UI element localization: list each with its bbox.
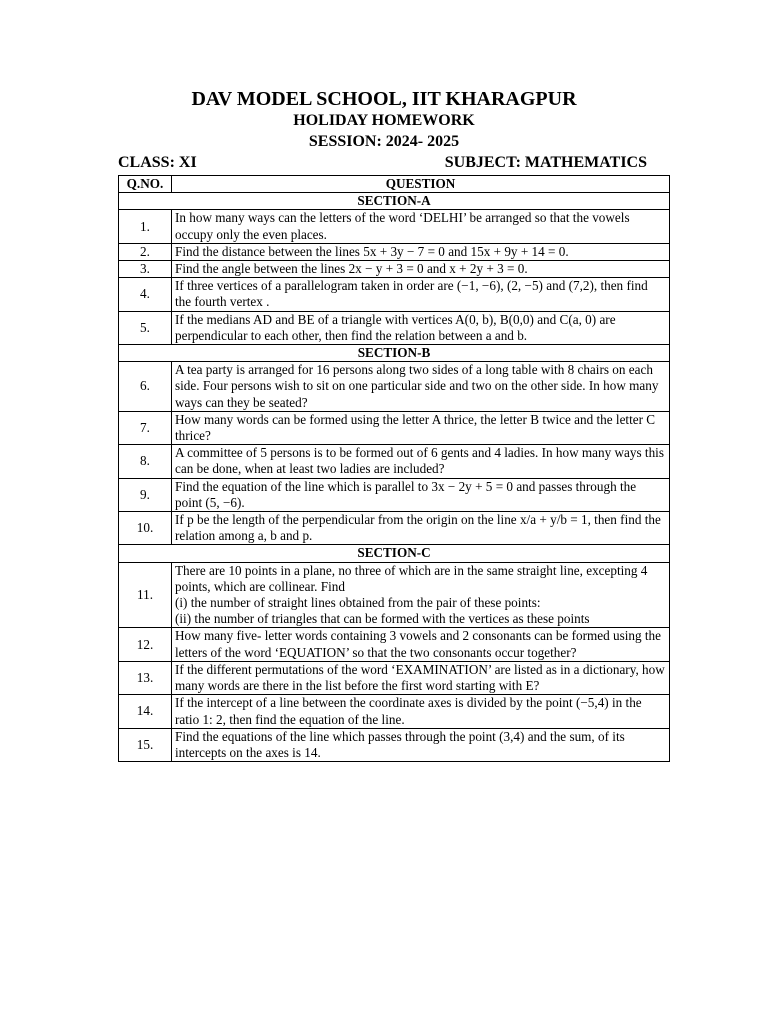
question-number: 1. [119,210,172,243]
question-text: Find the distance between the lines 5x + 3y − 7 = 0 and 15x + 9y + 14 = 0. [175,243,569,259]
table-row [119,661,670,694]
section-row [119,545,670,562]
question-text: A committee of 5 persons is to be formed out of 6 gents and 4 ladies. In how many ways this can be done, when at least two ladies are included? [175,445,664,477]
table-row [119,243,670,260]
question-number: 7. [119,411,172,444]
question-number: 13. [119,661,172,694]
section-heading: SECTION-A [119,193,670,210]
section-row [119,345,670,362]
question-cell [172,210,670,243]
section-heading: SECTION-B [119,345,670,362]
table-row [119,628,670,661]
question-number: 8. [119,445,172,478]
question-cell [172,661,670,694]
question-cell [172,562,670,628]
question-number: 12. [119,628,172,661]
section-heading: SECTION-C [119,545,670,562]
table-row [119,362,670,412]
question-text: If the different permutations of the word ‘EXAMINATION’ are listed as in a dictionary, how many words are there in the list before the first word starting with E? [175,661,665,694]
question-number: 2. [119,243,172,260]
class-subject-row [118,154,670,174]
section-row [119,193,670,210]
subject-label: SUBJECT: MATHEMATICS [444,154,647,171]
question-cell [172,695,670,728]
table-header-row [119,176,670,193]
question-cell [172,311,670,344]
question-text: If p be the length of the perpendicular from the origin on the line x/a + y/b = 1, then find the relation among a, b and p. [175,512,661,544]
question-number: 4. [119,278,172,311]
question-number: 15. [119,728,172,761]
question-cell [172,445,670,478]
question-subpart: (ii) the number of triangles that can be formed with the vertices as these points [175,611,590,627]
question-text: There are 10 points in a plane, no three of which are in the same straight line, excepting 4 points, which are collinear. Find [175,562,648,594]
question-subpart: (i) the number of straight lines obtained from the pair of these points: [175,595,541,611]
question-number: 9. [119,478,172,511]
document-title: HOLIDAY HOMEWORK [293,112,475,129]
question-text: How many words can be formed using the letter A thrice, the letter B twice and the letter C thrice? [175,411,656,444]
question-number: 10. [119,512,172,545]
table-row [119,562,670,628]
question-number: 11. [119,562,172,628]
table-row [119,728,670,761]
question-header: QUESTION [172,176,670,193]
question-number: 6. [119,362,172,412]
question-text: Find the equations of the line which passes through the point (3,4) and the sum, of its intercepts on the axes is 14. [175,728,625,760]
question-number: 14. [119,695,172,728]
question-text: If three vertices of a parallelogram taken in order are (−1, −6), (2, −5) and (7,2), then find the fourth vertex . [175,278,648,310]
question-text: In how many ways can the letters of the word ‘DELHI’ be arranged so that the vowels occupy only the even places. [175,210,630,242]
table-row [119,695,670,728]
question-text: If the medians AD and BE of a triangle with vertices A(0, b), B(0,0) and C(a, 0) are perpendicular to each other, then find the relation between a and b. [175,311,616,343]
question-text: Find the angle between the lines 2x − y + 3 = 0 and x + 2y + 3 = 0. [175,261,528,277]
table-row [119,311,670,344]
table-row [119,278,670,311]
question-table-body [119,193,670,762]
table-row [119,411,670,444]
question-number: 3. [119,261,172,278]
school-name: DAV MODEL SCHOOL, IIT KHARAGPUR [191,88,577,110]
question-text: If the intercept of a line between the coordinate axes is divided by the point (−5,4) in the ratio 1: 2, then find the equation of the line. [175,695,642,727]
table-row [119,261,670,278]
question-text: A tea party is arranged for 16 persons along two sides of a long table with 8 chairs on each side. Four persons wish to sit on one particular side and two on the other side. In how many ways can they be seated? [175,362,659,410]
question-cell [172,628,670,661]
qno-header: Q.NO. [119,176,172,193]
question-text: Find the equation of the line which is parallel to 3x − 2y + 5 = 0 and passes through the point (5, −6). [175,478,637,510]
session-label: SESSION: 2024- 2025 [308,133,460,150]
question-cell [172,478,670,511]
table-row [119,512,670,545]
question-number: 5. [119,311,172,344]
table-row [119,210,670,243]
question-cell [172,261,670,278]
class-label: CLASS: XI [118,154,197,171]
table-row [119,445,670,478]
question-cell [172,411,670,444]
table-row [119,478,670,511]
question-table [118,175,670,762]
question-cell [172,278,670,311]
question-cell [172,728,670,761]
question-text: How many five- letter words containing 3 vowels and 2 consonants can be formed using the letters of the word ‘EQUATION’ so that the two consonants occur together? [175,628,661,660]
question-cell [172,243,670,260]
question-cell [172,512,670,545]
question-cell [172,362,670,412]
